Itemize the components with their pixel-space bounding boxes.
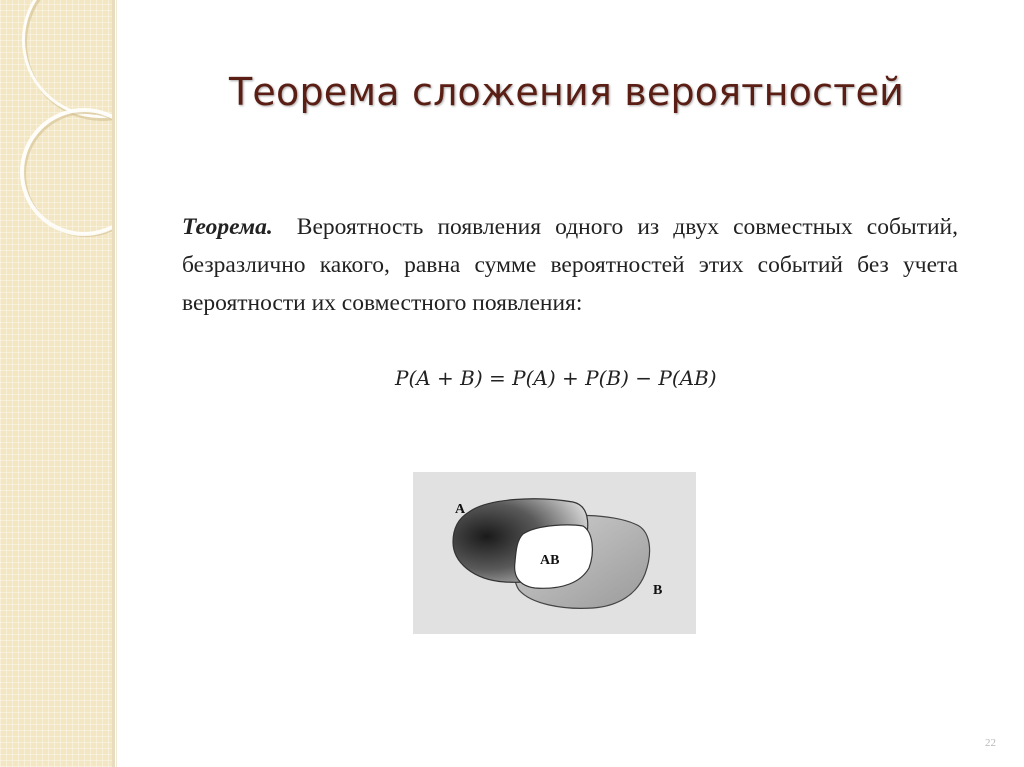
- decorative-side-strip: [0, 0, 112, 767]
- theorem-text: Вероятность появления одного из двух совместных событий, безразлично какого, равна сумме вероятностей этих событий без учета вероятности их совместного появления:: [182, 214, 959, 316]
- theorem-paragraph: [182, 208, 958, 322]
- venn-diagram: [413, 472, 696, 634]
- addition-formula: P(A + B) = P(A) + P(B) − P(AB): [395, 366, 717, 390]
- decorative-ring: [20, 108, 112, 236]
- venn-diagram-svg: [413, 472, 696, 634]
- label-b: B: [653, 583, 663, 598]
- label-ab: AB: [540, 553, 560, 568]
- label-a: A: [455, 502, 466, 517]
- decorative-ring: [22, 0, 112, 118]
- page-number: 22: [985, 737, 996, 749]
- theorem-label: Теорема.: [182, 214, 273, 240]
- strip-divider-inner: [116, 0, 117, 767]
- strip-divider: [112, 0, 115, 767]
- slide-title: Теорема сложения вероятностей: [229, 70, 905, 114]
